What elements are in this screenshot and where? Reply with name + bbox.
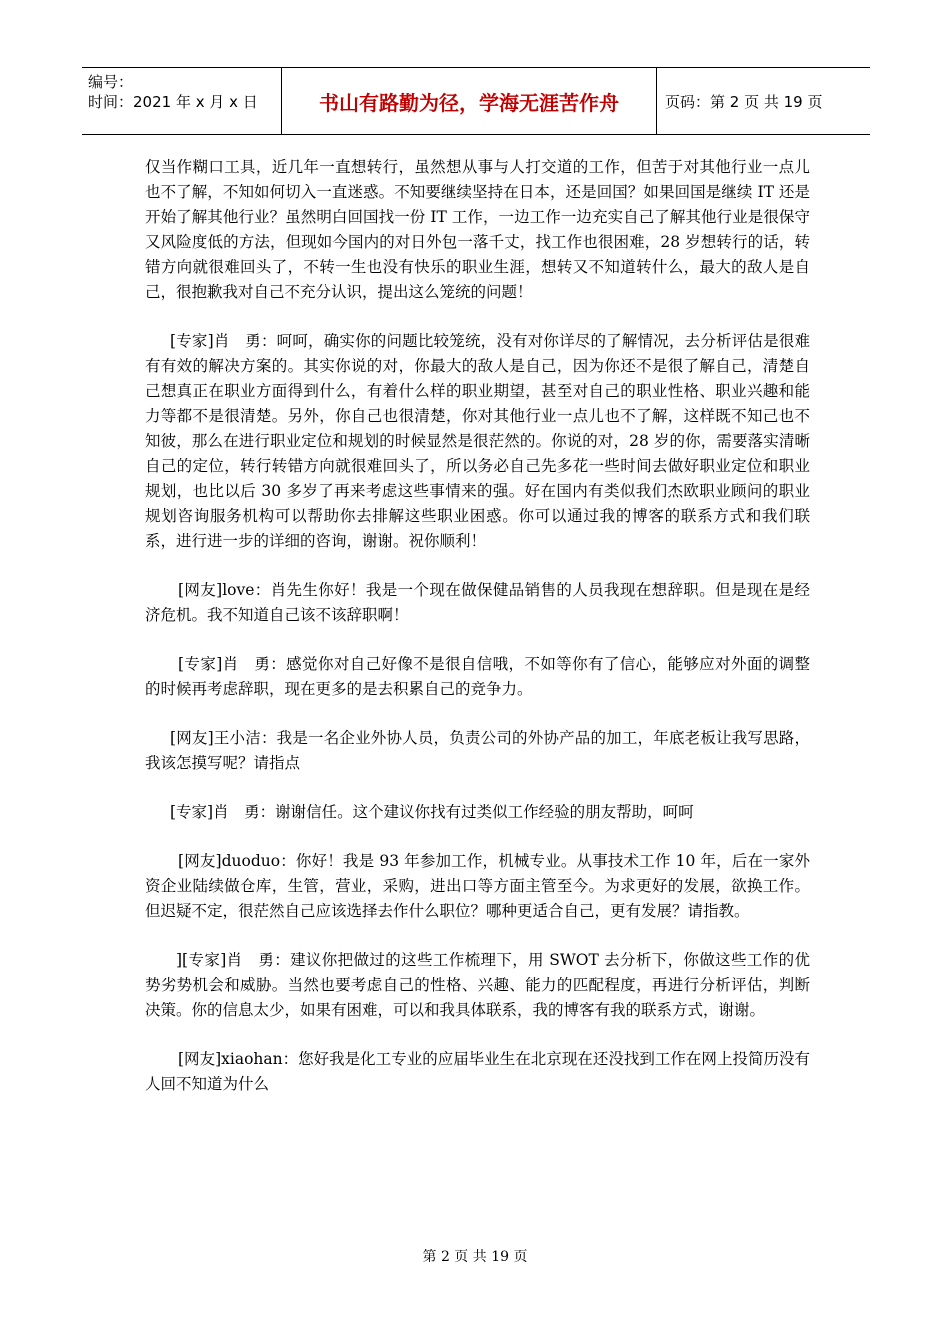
header-meta xyxy=(82,68,282,134)
paragraph: [网友]xiaohan：您好我是化工专业的应届毕业生在北京现在还没找到工作在网上投简历没有人回不知道为什么 xyxy=(145,1050,810,1093)
paragraph: 仅当作糊口工具，近几年一直想转行，虽然想从事与人打交道的工作，但苦于对其他行业一点儿也不了解，不知如何切入一直迷惑。不知要继续坚持在日本，还是回国？如果回国是继续 IT 还是开始了解其他行业？虽然明白回国找一份 IT 工作，一边工作一边充实自己了解其他行业是很保守又风险度低的方法，但现如今国内的对日外包一落千丈，找工作也很困难，28 岁想转行的话，转错方向就很难回头了，不转一生也没有快乐的职业生涯，想转又不知道转什么，最大的敌人是自己，很抱歉我对自己不充分认识，提出这么笼统的问题！ xyxy=(145,158,810,301)
paragraph: [专家]肖 勇：呵呵，确实你的问题比较笼统，没有对你详尽的了解情况，去分析评估是很难有有效的解决方案的。其实你说的对，你最大的敌人是自己，因为你还不是很了解自己，清楚自己想真正在职业方面得到什么，有着什么样的职业期望，甚至对自己的职业性格、职业兴趣和能力等都不是很清楚。另外，你自己也很清楚，你对其他行业一点儿也不了解，这样既不知己也不知彼，那么在进行职业定位和规划的时候显然是很茫然的。你说的对，28 岁的你，需要落实清晰自己的定位，转行转错方向就很难回头了，所以务必自己先多花一些时间去做好职业定位和职业规划，也比以后 30 多岁了再来考虑这些事情来的强。好在国内有类似我们杰欧职业顾问的职业规划咨询服务机构可以帮助你去排解这些职业困惑。你可以通过我的博客的联系方式和我们联系，进行进一步的详细的咨询，谢谢。祝你顺利！ xyxy=(145,332,810,550)
paragraph: [网友]duoduo：你好！我是 93 年参加工作，机械专业。从事技术工作 10 年，后在一家外资企业陆续做仓库，生管，营业，采购，进出口等方面主管至今。为求更好的发展，欲换工作。但迟疑不定，很茫然自己应该选择去作什么职位？哪种更适合自己，更有发展？请指教。 xyxy=(145,852,810,920)
paragraph: ][专家]肖 勇：建议你把做过的这些工作梳理下，用 SWOT 去分析下，你做这些工作的优势劣势机会和威胁。当然也要考虑自己的性格、兴趣、能力的匹配程度，再进行分析评估，判断决策。你的信息太少，如果有困难，可以和我具体联系，我的博客有我的联系方式，谢谢。 xyxy=(145,951,810,1019)
paragraph: [专家]肖 勇：感觉你对自己好像不是很自信哦，不如等你有了信心，能够应对外面的调整的时候再考虑辞职，现在更多的是去积累自己的竞争力。 xyxy=(145,655,810,698)
header-page-info: 页码：第 2 页 共 19 页 xyxy=(665,92,823,111)
paragraph: [网友]love：肖先生你好！我是一个现在做保健品销售的人员我现在想辞职。但是现在是经济危机。我不知道自己该不该辞职啊！ xyxy=(145,581,810,624)
paragraph: [专家]肖 勇：谢谢信任。这个建议你找有过类似工作经验的朋友帮助，呵呵 xyxy=(170,803,694,821)
header-motto: 书山有路勤为径，学海无涯苦作舟 xyxy=(282,68,657,134)
page-header xyxy=(82,67,870,135)
number-label: 编号： xyxy=(88,73,134,91)
paragraph: [网友]王小洁：我是一名企业外协人员，负责公司的外协产品的加工，年底老板让我写思路，我该怎摸写呢？请指点 xyxy=(145,729,810,772)
date-label: 时间：2021 年 x 月 x 日 xyxy=(88,93,258,111)
document-body xyxy=(145,155,810,1121)
page-footer: 第 2 页 共 19 页 xyxy=(422,1249,528,1265)
